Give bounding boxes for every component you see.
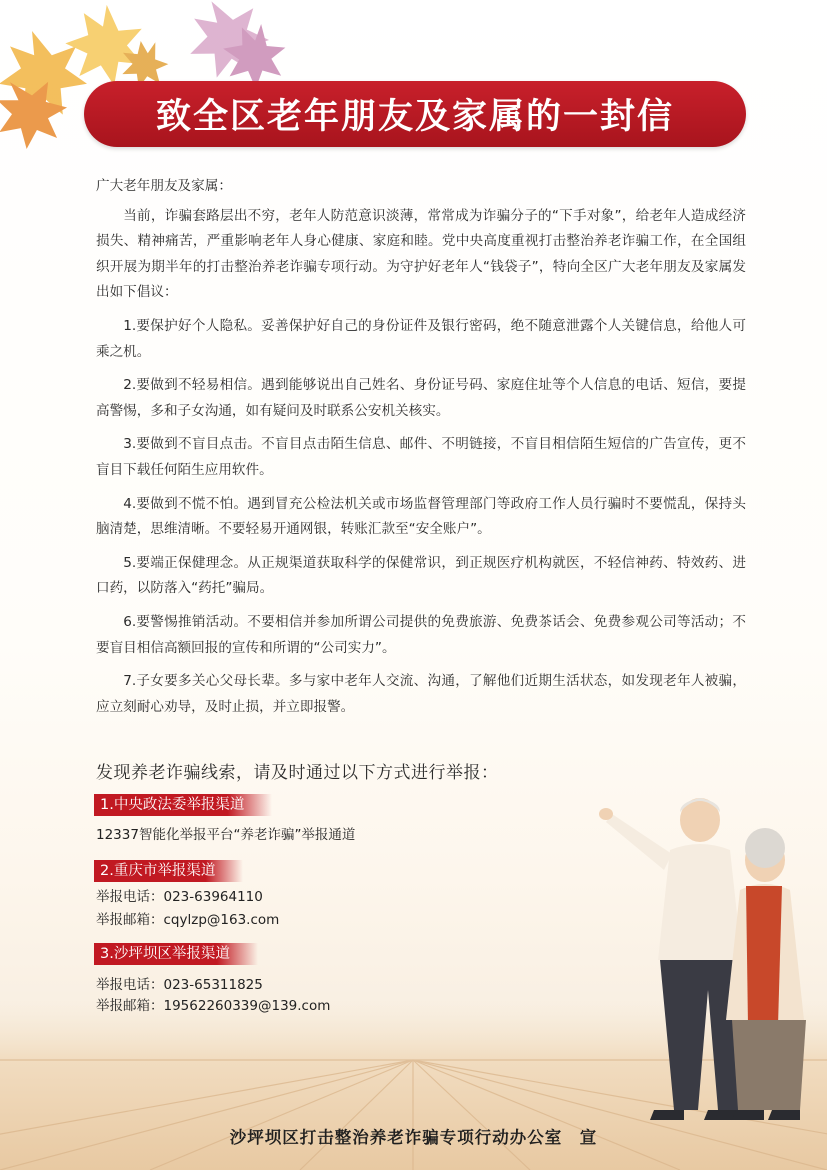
report-heading: 发现养老诈骗线索，请及时通过以下方式进行举报： [96,763,499,783]
channel-shapingba-email: 举报邮箱：19562260339@139.com [96,998,331,1014]
letter-paragraph-6: 6.要警惕推销活动。不要相信并参加所谓公司提供的免费旅游、免费茶话会、免费参观公司等活动；不要盲目相信高额回报的宣传和所谓的“公司实力”。 [96,613,746,656]
channel-tag-shapingba: 3.沙坪坝区举报渠道 [94,943,258,965]
letter-paragraph-intro: 当前，诈骗套路层出不穷，老年人防范意识淡薄，常常成为诈骗分子的“下手对象”，给老年人造成经济损失、精神痛苦，严重影响老年人身心健康、家庭和睦。党中央高度重视打击整治养老诈骗工作，在全国组织开展为期半年的打击整治养老诈骗专项行动。为守护好老年人“钱袋子”，特向全区广大老年朋友及家属发出如下倡议： [96,207,746,301]
channel-tag-chongqing: 2.重庆市举报渠道 [94,860,243,882]
channel-chongqing-phone: 举报电话：023-63964110 [96,889,263,905]
channel-tag-central: 1.中央政法委举报渠道 [94,794,272,816]
channel-chongqing-email: 举报邮箱：cqylzp@163.com [96,912,280,928]
page-title: 致全区老年朋友及家属的一封信 [155,97,674,137]
letter-paragraph-1: 1.要保护好个人隐私。妥善保护好自己的身份证件及银行密码，绝不随意泄露个人关键信息，给他人可乘之机。 [96,317,746,360]
footer-signature: 沙坪坝区打击整治养老诈骗专项行动办公室 宣 [229,1128,598,1147]
letter-paragraph-7: 7.子女要多关心父母长辈。多与家中老年人交流、沟通，了解他们近期生活状态，如发现老年人被骗，应立刻耐心劝导，及时止损，并立即报警。 [96,673,746,715]
letter-paragraph-4: 4.要做到不慌不怕。遇到冒充公检法机关或市场监督管理部门等政府工作人员行骗时不要慌乱，保持头脑清楚，思维清晰。不要轻易开通网银，转账汇款至“安全账户”。 [96,495,746,538]
letter-paragraph-2: 2.要做到不轻易相信。遇到能够说出自己姓名、身份证号码、家庭住址等个人信息的电话、短信，要提高警惕，多和子女沟通，如有疑问及时联系公安机关核实。 [96,377,746,419]
title-banner [84,81,746,147]
elderly-couple-illustration [550,790,810,1150]
letter-paragraph-5: 5.要端正保健理念。从正规渠道获取科学的保健常识，到正规医疗机构就医，不轻信神药、特效药、进口药，以防落入“药托”骗局。 [96,554,746,597]
channel-central-line-1: 12337智能化举报平台“养老诈骗”举报通道 [96,827,356,843]
letter-greeting: 广大老年朋友及家属： [96,178,232,194]
channel-shapingba-phone: 举报电话：023-65311825 [96,977,263,993]
letter-paragraph-3: 3.要做到不盲目点击。不盲目点击陌生信息、邮件、不明链接，不盲目相信陌生短信的广告宣传，更不盲目下载任何陌生应用软件。 [96,436,746,478]
letter-body [96,174,746,728]
